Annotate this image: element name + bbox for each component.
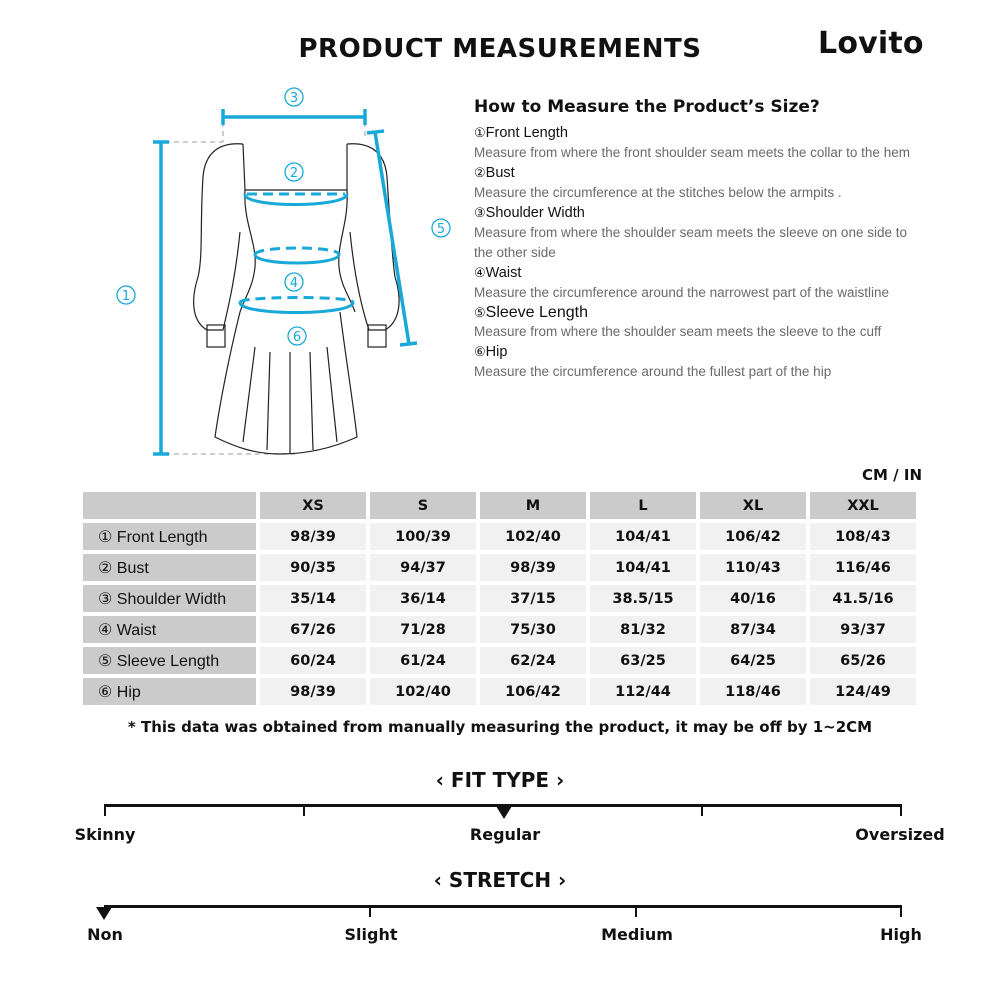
row-label: ③ Shoulder Width: [83, 585, 256, 612]
measurement-guide: [474, 97, 914, 382]
table-row: [83, 647, 917, 674]
table-cell: 35/14: [260, 585, 366, 612]
table-cell: 102/40: [480, 523, 586, 550]
fit-type-label-skinny: Skinny: [74, 825, 136, 844]
guide-item-description: Measure from where the shoulder seam meets the sleeve on one side to the other side: [474, 225, 907, 260]
size-header: XL: [700, 492, 806, 519]
table-cell: 98/39: [260, 678, 366, 705]
stretch-tick: [635, 905, 637, 917]
table-cell: 124/49: [810, 678, 916, 705]
guide-heading: How to Measure the Product’s Size?: [474, 97, 820, 117]
table-cell: 106/42: [700, 523, 806, 550]
table-row: [83, 616, 917, 643]
measurement-disclaimer: * This data was obtained from manually measuring the product, it may be off by 1~2CM: [127, 718, 873, 736]
table-cell: 65/26: [810, 647, 916, 674]
table-cell: 40/16: [700, 585, 806, 612]
table-cell: 71/28: [370, 616, 476, 643]
table-cell: 75/30: [480, 616, 586, 643]
fit-type-label-regular: Regular: [469, 825, 541, 844]
guide-item-title: Hip: [485, 344, 508, 360]
stretch-scale-line: [104, 905, 902, 908]
guide-item-shoulder-width: [474, 203, 914, 263]
table-cell: 112/44: [590, 678, 696, 705]
row-label: ⑤ Sleeve Length: [83, 647, 256, 674]
table-cell: 104/41: [590, 554, 696, 581]
guide-item-description: Measure from where the front shoulder seam meets the collar to the hem: [474, 145, 910, 160]
table-cell: 36/14: [370, 585, 476, 612]
table-row: [83, 585, 917, 612]
stretch-title: ‹ STRETCH ›: [433, 868, 567, 892]
size-chart-table: [83, 492, 917, 709]
guide-item-title: Bust: [485, 165, 515, 181]
brand-logo: Lovito: [818, 26, 924, 61]
fit-type-label-oversized: Oversized: [855, 825, 945, 844]
size-header: L: [590, 492, 696, 519]
svg-text:3: 3: [289, 91, 299, 106]
table-cell: 106/42: [480, 678, 586, 705]
table-row: [83, 523, 917, 550]
size-header: XXL: [810, 492, 916, 519]
table-cell: 116/46: [810, 554, 916, 581]
stretch-tick: [900, 905, 902, 917]
guide-item-bust: [474, 163, 914, 203]
guide-item-description: Measure the circumference at the stitches below the armpits .: [474, 185, 842, 200]
table-cell: 37/15: [480, 585, 586, 612]
svg-text:5: 5: [436, 222, 446, 237]
guide-item-number: ④: [474, 265, 486, 280]
unit-label: CM / IN: [862, 466, 922, 484]
table-cell: 67/26: [260, 616, 366, 643]
fit-type-tick: [303, 804, 305, 816]
dress-illustration-icon: [95, 82, 465, 472]
table-cell: 98/39: [260, 523, 366, 550]
dress-measurement-diagram: [95, 82, 465, 472]
stretch-label-slight: Slight: [344, 925, 398, 944]
size-header: S: [370, 492, 476, 519]
table-cell: 100/39: [370, 523, 476, 550]
svg-text:2: 2: [289, 166, 299, 181]
stretch-label-non: Non: [87, 925, 123, 944]
guide-item-description: Measure from where the shoulder seam meets the sleeve to the cuff: [474, 324, 882, 339]
guide-item-title: Shoulder Width: [485, 205, 585, 221]
stretch-label-high: High: [880, 925, 922, 944]
row-label: ④ Waist: [83, 616, 256, 643]
guide-item-waist: [474, 263, 914, 303]
stretch-label-medium: Medium: [601, 925, 673, 944]
page-title: PRODUCT MEASUREMENTS: [298, 34, 702, 64]
table-cell: 81/32: [590, 616, 696, 643]
table-cell: 110/43: [700, 554, 806, 581]
table-cell: 94/37: [370, 554, 476, 581]
table-cell: 64/25: [700, 647, 806, 674]
table-cell: 87/34: [700, 616, 806, 643]
row-label: ② Bust: [83, 554, 256, 581]
table-cell: 104/41: [590, 523, 696, 550]
guide-item-hip: [474, 342, 914, 382]
table-cell: 93/37: [810, 616, 916, 643]
table-cell: 118/46: [700, 678, 806, 705]
table-row: [83, 554, 917, 581]
table-cell: 41.5/16: [810, 585, 916, 612]
table-header-row: [83, 492, 917, 519]
guide-item-title: Sleeve Length: [485, 304, 588, 321]
table-cell: 63/25: [590, 647, 696, 674]
table-cell: 90/35: [260, 554, 366, 581]
guide-item-sleeve-length: [474, 303, 914, 342]
size-header: XS: [260, 492, 366, 519]
table-corner-cell: [83, 492, 256, 519]
guide-item-number: ①: [474, 125, 486, 140]
guide-item-number: ⑤: [474, 305, 486, 320]
guide-item-number: ②: [474, 165, 486, 180]
table-cell: 38.5/15: [590, 585, 696, 612]
guide-item-description: Measure the circumference around the narrowest part of the waistline: [474, 285, 889, 300]
fit-type-indicator-icon: [496, 806, 512, 819]
guide-item-number: ⑥: [474, 344, 486, 359]
fit-type-tick: [104, 804, 106, 816]
svg-text:1: 1: [121, 289, 131, 304]
guide-item-title: Waist: [485, 265, 522, 281]
fit-type-title: ‹ FIT TYPE ›: [435, 768, 565, 792]
table-cell: 60/24: [260, 647, 366, 674]
guide-item-title: Front Length: [485, 125, 568, 141]
guide-item-front-length: [474, 123, 914, 163]
row-label: ① Front Length: [83, 523, 256, 550]
svg-text:4: 4: [289, 276, 299, 291]
table-cell: 62/24: [480, 647, 586, 674]
guide-item-number: ③: [474, 205, 486, 220]
table-cell: 108/43: [810, 523, 916, 550]
table-row: [83, 678, 917, 705]
fit-type-tick: [900, 804, 902, 816]
stretch-tick: [369, 905, 371, 917]
table-cell: 61/24: [370, 647, 476, 674]
table-cell: 102/40: [370, 678, 476, 705]
row-label: ⑥ Hip: [83, 678, 256, 705]
guide-item-description: Measure the circumference around the fullest part of the hip: [474, 364, 832, 379]
svg-text:6: 6: [292, 330, 302, 345]
stretch-indicator-icon: [96, 907, 112, 920]
table-cell: 98/39: [480, 554, 586, 581]
size-header: M: [480, 492, 586, 519]
fit-type-tick: [701, 804, 703, 816]
